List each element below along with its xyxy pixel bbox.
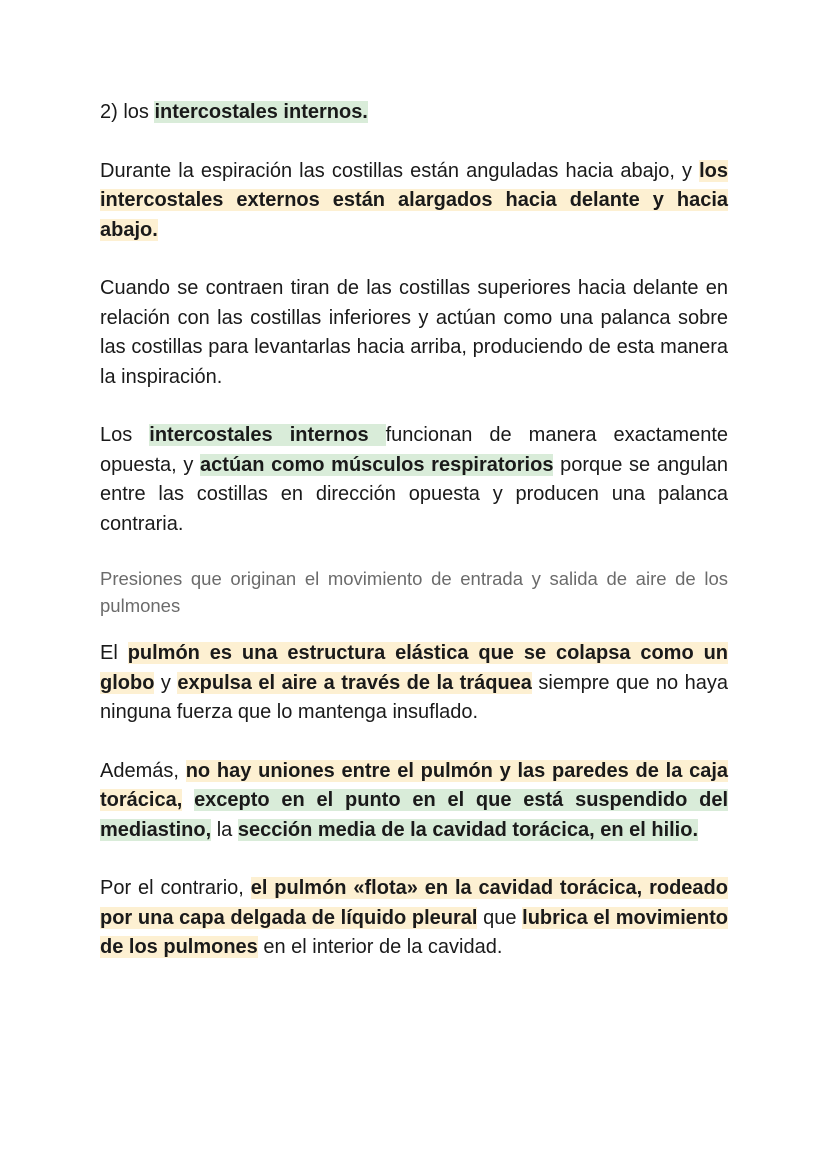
highlight-green: actúan como músculos respiratorios	[200, 453, 554, 476]
text-run: en el interior de la cavidad.	[257, 936, 503, 958]
paragraph-uniones	[100, 757, 728, 846]
highlight-green: intercostales internos.	[154, 101, 368, 123]
document-page	[100, 98, 728, 963]
paragraph-espiracion	[100, 157, 728, 246]
highlight-yellow: el pulmón «flota» en la cavidad torácica, rodeado por una capa delgada de líquido pleural	[100, 877, 728, 929]
text-run: Por el contrario,	[100, 877, 251, 899]
text-run: 2) los	[100, 101, 155, 123]
text-run: que	[477, 906, 523, 929]
highlight-yellow: pulmón es una estructura elástica que se colapsa como un globo	[100, 642, 729, 694]
text-run	[182, 789, 194, 811]
text-run: El	[100, 642, 128, 664]
paragraph-contraccion	[100, 274, 728, 392]
text-run: Los	[100, 424, 150, 446]
text-run: la	[211, 818, 238, 841]
highlight-yellow: los intercostales externos están alargados hacia delante y hacia abajo.	[100, 159, 728, 241]
text-run: funcionan de manera exactamente opuesta, y	[100, 424, 729, 476]
text-run: siempre que no haya ninguna fuerza que lo mantenga insuflado.	[100, 671, 728, 723]
highlight-yellow: lubrica el movimiento de los pulmones	[100, 906, 728, 958]
paragraph-pulmon-elastico	[100, 639, 728, 728]
section-heading: Presiones que originan el movimiento de entrada y salida de aire de los pulmones	[100, 568, 728, 616]
highlight-yellow: no hay uniones entre el pulmón y las paredes de la caja torácica,	[100, 759, 728, 811]
paragraph-intercostales-internos	[100, 421, 728, 539]
text-run: Durante la espiración las costillas están anguladas hacia abajo, y	[100, 159, 700, 182]
highlight-green: excepto en el punto en el que está suspendido del mediastino,	[100, 789, 729, 841]
highlight-green: sección media de la cavidad torácica, en el hilio.	[237, 818, 699, 841]
highlight-yellow: expulsa el aire a través de la tráquea	[177, 671, 532, 694]
text-run: Además,	[100, 759, 186, 782]
highlight-green: intercostales internos	[149, 424, 386, 446]
text-run: porque se angulan entre las costillas en dirección opuesta y producen una palanca contraria.	[100, 453, 729, 535]
text-run: y	[154, 671, 178, 694]
text-run: Cuando se contraen tiran de las costillas superiores hacia delante en relación con las costillas inferiores y actúan como una palanca sobre las costillas para levantarlas hacia arriba, produciendo de esta manera la inspiración.	[100, 277, 728, 388]
paragraph-list-item-2	[100, 98, 728, 128]
paragraph-pulmon-flota	[100, 874, 728, 963]
